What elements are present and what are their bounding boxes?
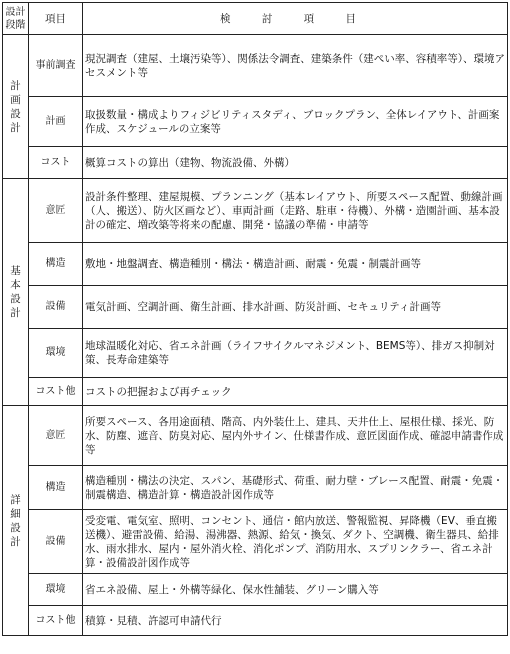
header-phase	[3, 3, 29, 35]
header-phase-line2: 段階	[5, 19, 26, 31]
phase-char: 計	[10, 535, 21, 548]
table-row	[3, 329, 508, 378]
phase-char: 画	[10, 93, 21, 106]
item-description: 受変電、電気室、照明、コンセント、通信・館内放送、警報監視、昇降機（EV、垂直搬送機）、避雷設備、給湯、湯沸器、熱源、給気・換気、ダクト、空調機、衛生器具、給排水、雨水排水、屋内・屋外消火栓、消化ポンプ、消防用水、スプリンクラー、省エネ計算・設備設計図作成等	[83, 510, 508, 574]
phase-char: 計	[10, 307, 21, 319]
phase-cell-planning	[3, 35, 29, 179]
item-description: 概算コストの算出（建物、物流設備、外構）	[83, 147, 508, 179]
item-label: コスト	[29, 147, 83, 179]
item-description: 敷地・地盤調査、構造種別・構法・構造計画、耐震・免震・制震計画等	[83, 243, 508, 286]
item-label: 環境	[29, 574, 83, 606]
table-row	[3, 378, 508, 406]
item-label: 環境	[29, 329, 83, 378]
table-row	[3, 510, 508, 574]
phase-char: 基	[10, 265, 21, 277]
item-description: コストの把握および再チェック	[83, 378, 508, 406]
item-description: 現況調査（建屋、土壌汚染等）、関係法令調査、建築条件（建ぺい率、容積率等）、環境アセスメント等	[83, 35, 508, 97]
table-row	[3, 97, 508, 147]
item-description: 設計条件整理、建屋規模、プランニング（基本レイアウト、所要スペース配置、動線計画（人、搬送）、防火区画など）、車両計画（走路、駐車・待機）、外構・造園計画、基本設計の確定、増改築等将来の配慮、開発・協議の準備・申請等	[83, 179, 508, 243]
item-label: 計画	[29, 97, 83, 147]
table-row	[3, 35, 508, 97]
table-row	[3, 466, 508, 510]
header-item: 項目	[29, 3, 83, 35]
design-review-table	[2, 2, 508, 636]
header-row	[3, 3, 508, 35]
item-label: 意匠	[29, 179, 83, 243]
phase-char: 設	[10, 107, 21, 120]
phase-char: 計	[10, 79, 21, 92]
phase-char: 本	[10, 279, 21, 291]
item-label: 構造	[29, 243, 83, 286]
item-label: コスト他	[29, 606, 83, 636]
phase-char: 設	[10, 293, 21, 305]
table-row	[3, 179, 508, 243]
table-row	[3, 606, 508, 636]
table-row	[3, 243, 508, 286]
item-description: 積算・見積、許認可申請代行	[83, 606, 508, 636]
item-label: 設備	[29, 510, 83, 574]
header-phase-line1: 設計	[5, 6, 26, 18]
item-description: 構造種別・構法の決定、スパン、基礎形式、荷重、耐力壁・ブレース配置、耐震・免震・制震構造、構造計算・構造設計図作成等	[83, 466, 508, 510]
item-description: 取扱数量・構成よりフィジビリティスタディ、ブロックプラン、全体レイアウト、計画案作成、スケジュールの立案等	[83, 97, 508, 147]
item-label: 意匠	[29, 406, 83, 466]
phase-char: 設	[10, 521, 21, 534]
phase-char: 計	[10, 121, 21, 134]
table-row	[3, 147, 508, 179]
header-title: 検 討 項 目	[83, 3, 508, 35]
phase-cell-basic	[3, 179, 29, 406]
item-label: 設備	[29, 286, 83, 329]
phase-cell-detailed	[3, 406, 29, 636]
item-description: 省エネ設備、屋上・外構等緑化、保水性舗装、グリーン購入等	[83, 574, 508, 606]
item-description: 所要スペース、各用途面積、階高、内外装仕上、建具、天井仕上、屋根仕様、採光、防水、防塵、遮音、防臭対応、屋内外サイン、仕様書作成、意匠図面作成、確認申請書作成等	[83, 406, 508, 466]
item-label: コスト他	[29, 378, 83, 406]
phase-char: 細	[10, 507, 21, 520]
table-row	[3, 286, 508, 329]
item-label: 事前調査	[29, 35, 83, 97]
table-row	[3, 406, 508, 466]
table-row	[3, 574, 508, 606]
item-description: 地球温暖化対応、省エネ計画（ライフサイクルマネジメント、BEMS等）、排ガス抑制対策、長寿命建築等	[83, 329, 508, 378]
phase-char: 詳	[10, 493, 21, 506]
item-label: 構造	[29, 466, 83, 510]
item-description: 電気計画、空調計画、衛生計画、排水計画、防災計画、セキュリティ計画等	[83, 286, 508, 329]
